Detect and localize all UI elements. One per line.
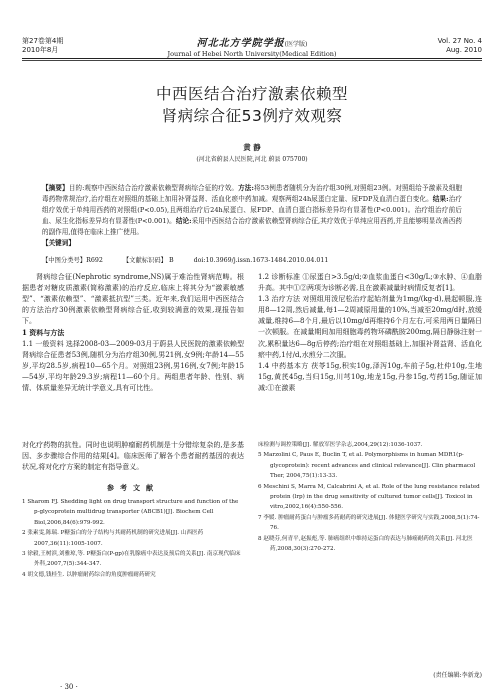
diagnosis-paragraph: 1.2 诊断标准 ①尿蛋白>3.5g/d;②血浆血蛋白<30g/L;③水肿、④血脂升高。其中①②两项为诊断必需,且在激素减量时病情反复者[1]。: [258, 273, 482, 293]
journal-issue-en: [438, 37, 482, 55]
abstract-conclusion: 采用中西医结合治疗激素依赖型肾病综合征,其疗效优于单纯应用西药,并且能够明显改善西药的副作用,值得在临床上推广使用。: [42, 217, 463, 236]
herbal-formula-paragraph: 1.4 中药基本方 茯苓15g,积实10g,泽泻10g,车前子5g,杜仲10g,生地15g,黄芪45g,当归15g,川芎10g,地龙15g,丹参15g,芍药15g,随证加减:①在激素: [258, 361, 482, 392]
continued-paragraph: 对化疗药物的抗性。同时也说明肿瘤耐药机制是十分错综复杂的,是多基因、多步骤综合作用的结果[4]。临床医师了解各个患者耐药基因的表达状况,将对化疗方案的制定有指导意义。: [22, 441, 244, 472]
reference-item: 1 Sharom FJ. Shedding light on drug transport structure and function of the p-glycoprotein multidrug transporter (ABCB1)[J]. Biochem Cell Biol,2006,84(6):979-992.: [22, 499, 239, 526]
date-cn: 2010年8月: [22, 46, 59, 54]
classification-code: 【中图分类号】R692: [42, 257, 103, 264]
journal-title-sub: (医学版): [284, 41, 308, 48]
reference-item: 7 李媛. 肿瘤耐药蛋白与肿瘤多药耐药的研究进展[J]. 体健医学研究与实践,2008,5(1):74-76.: [258, 514, 480, 532]
article-title-line2: 肾病综合征53例疗效观察: [161, 107, 343, 125]
volume-en: Vol. 27 No. 4: [437, 37, 482, 45]
affiliation: (河北省蔚县人民医院,河北 蔚县 075700): [196, 156, 308, 163]
reference-item: 2 张素雯,陈瑞. P糖蛋白的分子结构与其耐药机制的研究进展[J]. 山西医药 2007,36(11):1005-1007.: [22, 530, 204, 547]
reference-item: 3 徐毅,王树滨,刘雅琼,等. P糖蛋白(P-gp)在乳腺癌中表达及预后的关系[J]. 南京现代临床外科,2007,7(5):344-347.: [22, 551, 241, 568]
abstract: [42, 183, 462, 249]
references-right: [258, 440, 482, 554]
reference-item: 床检测与调控策略[J]. 解放军医学杂志,2004,29(12):1036-1037.: [258, 442, 423, 448]
results-label: 结果:: [432, 195, 449, 203]
reference-item: 6 Meschini S, Marra M, Calcabrini A, et al. Role of the lung resistance related protein (lrp) in the drug sensitivity of cultured tumor cells[J]. Toxicol in vitro,2002,16(4):550-556.: [258, 483, 480, 511]
intro-paragraph: 肾病综合征(Nephrotic syndrome,NS)属于难治性肾病范畴。根据患者对糖皮质激素(简称激素)的治疗反应,临床上将其分为“激素敏感型”、“激素依赖型”、“激素抵抗型”三类。近年来,我们运用中西医结合的方法治疗30例激素依赖型肾病综合征,收到较满意的效果,现报告如下。: [22, 273, 244, 326]
editor-note: (责任编辑:李新龙): [433, 672, 482, 679]
references-left: [22, 497, 244, 580]
header-rule-thin: [22, 60, 482, 61]
journal-masthead: [0, 34, 504, 58]
author: 黄 静: [243, 143, 261, 152]
abstract-methods: 将53例患者随机分为治疗组30例,对照组23例。对照组给予激素及细胞毒药物常规治疗,治疗组在对照组的基础上加用补肾益肾、活血化瘀中药加减。观察两组24h尿蛋白定量、尿FDP及血清白蛋白变化。: [42, 184, 463, 203]
page-number: · 30 ·: [60, 683, 78, 691]
conclusion-label: 结论:: [175, 217, 192, 225]
section-heading: 1 资料与方法: [22, 328, 65, 338]
journal-title-cn: 河北北方学院学报: [196, 38, 285, 49]
abstract-objective: 目的:观察中西医结合治疗激素依赖型肾病综合征的疗效。: [68, 184, 239, 192]
classification-line: [42, 255, 346, 264]
methods-label: 方法:: [238, 184, 254, 192]
reference-item: 4 胡文德,钱桂生. 以肿瘤耐药综合的角度肿瘤耐药研究: [22, 571, 156, 578]
volume-cn: 第27卷第4期: [22, 37, 64, 45]
treatment-paragraph: 1.3 治疗方法 对照组用泼尼松治疗起始剂量为1mg/(kg·d),晨起顿服,连用8—12周,然后减量,每1—2周减原用量的10%,当减至20mg/d时,放缓减量,维持6—8个月,最后以10mg/d再维持6个月左右,可采用两日量隔日一次顿服。在减量期间加用细胞毒药物环磷酰胺200mg,隔日静脉注射一次,累积量达6—8g后停药;治疗组在对照组基础上,加服补肾益肾、活血化瘀中药,1付/d,水煎分二次服。: [258, 295, 482, 359]
doi: doi:10.3969/j.issn.1673-1484.2010.04.011: [193, 257, 329, 264]
right-column: [258, 272, 482, 394]
article-title-line1: 中西医结合治疗激素依赖型: [155, 85, 348, 103]
abstract-results: 治疗组疗效优于单纯用西药的对照组(P<0.05),且两组治疗后24h尿蛋白、尿FDP、血清白蛋白指标差异均有显著性(P<0.001)。治疗组治疗前后血、尿生化指标差异均有显著性(P<0.001)。: [42, 195, 463, 225]
document-code: 【文献标识码】 B: [122, 257, 174, 264]
reference-item: 5 Marzolini C, Paus E, Buclin T, et al. Polymorphisms in human MDR1(p-glycoprotein): recent advances and clinical relevance[J]. Clin pharmacol Ther, 2004,75(1):13-33.: [258, 452, 476, 480]
left-column: [22, 272, 244, 394]
general-data-paragraph: 1.1 一般资料 选择2008-03—2009-03月于蔚县人民医院的激素依赖型肾病综合征患者53例,随机分为治疗组30例,男21例,女9例;年龄14—55岁,平均28.5岁,病程10—65个月。对照组23例,男16例,女7例;年龄15—54岁,平均年龄29.3岁;病程11—60个月。两组患者年龄、性别、病情、体质量差异无统计学意义,具有可比性。: [22, 339, 244, 392]
keywords-label: 【关键词】: [42, 239, 75, 247]
date-en: Aug. 2010: [446, 46, 482, 54]
references-heading: 参考文献: [107, 483, 159, 492]
abstract-label: 【摘要】: [42, 184, 69, 192]
journal-title-en: Journal of Hebei North University(Medical Edition): [167, 50, 337, 58]
header-rule: [22, 58, 482, 59]
reference-item: 8 赵晓芬,何青平,赵振彪,等. 肺癌组织中维持运蛋白的表达与肺癌耐药的关系[J]. 河北医药,2008,30(3):270-272.: [258, 535, 473, 553]
